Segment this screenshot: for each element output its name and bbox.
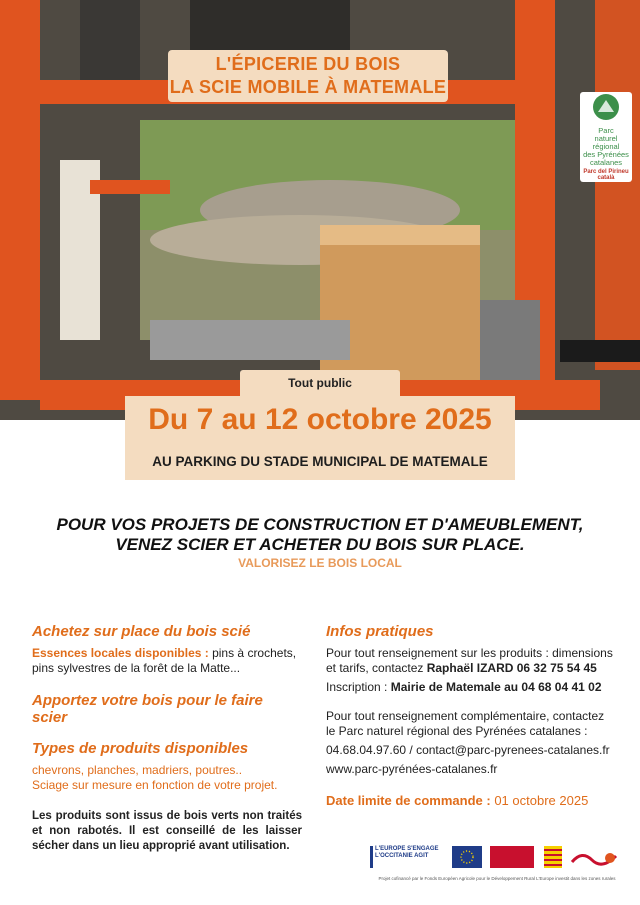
species-text: pins à crochets, pins sylvestres de la forêt de la Matte... bbox=[32, 646, 297, 675]
info-text: Pour tout renseignement sur les produits : dimensions et tarifs, contactez bbox=[326, 646, 613, 675]
website-link[interactable]: www.parc-pyrénées-catalanes.fr bbox=[326, 762, 498, 776]
inscription-label: Inscription : bbox=[326, 680, 391, 694]
eu-flag-icon bbox=[452, 846, 482, 868]
right-column bbox=[326, 623, 616, 812]
deadline-label: Date limite de commande : bbox=[326, 793, 495, 808]
info-contact: Raphaël IZARD 06 32 75 54 45 bbox=[426, 661, 597, 675]
deadline-value: 01 octobre 2025 bbox=[494, 793, 589, 808]
parc-logo-line: catalanes bbox=[589, 158, 623, 167]
types-title: Types de produits disponibles bbox=[32, 740, 249, 757]
occitanie-region-logo bbox=[490, 846, 534, 868]
europe-occitanie-logo bbox=[370, 846, 447, 868]
complement-text: Pour tout renseignement complémentaire, contactez le Parc naturel régional des Pyrénées catalanes : bbox=[326, 709, 605, 738]
contact-details[interactable]: 04.68.04.97.60 / contact@parc-pyrenees-catalanes.fr bbox=[326, 743, 610, 757]
parc-logo-line: des Pyrénées bbox=[583, 150, 629, 159]
parc-logo-footer: Parc del Pirineu català bbox=[583, 169, 629, 181]
headline-line-1: POUR VOS PROJETS DE CONSTRUCTION ET D'AMEUBLEMENT, bbox=[56, 515, 584, 534]
parc-logo-line: naturel bbox=[594, 134, 618, 143]
parc-logo bbox=[580, 92, 632, 182]
types-line-1: chevrons, planches, madriers, poutres.. bbox=[32, 763, 243, 777]
audience-label: Tout public bbox=[240, 370, 400, 396]
inscription-value: Mairie de Matemale au 04 68 04 41 02 bbox=[390, 680, 602, 694]
species-label: Essences locales disponibles : bbox=[32, 646, 209, 660]
leader-logo-icon bbox=[570, 846, 620, 868]
deadline-paragraph bbox=[326, 793, 616, 808]
europe-occitanie-text: L'EUROPE S'ENGAGE L'OCCITANIE AGIT bbox=[375, 846, 439, 859]
bring-title: Apportez votre bois pour le faire scier bbox=[32, 692, 263, 726]
types-line-2: Sciage sur mesure en fonction de votre projet. bbox=[32, 778, 278, 792]
title-line-2: LA SCIE MOBILE À MATEMALE bbox=[169, 77, 447, 97]
parc-logo-icon bbox=[589, 92, 623, 122]
leader-logo bbox=[570, 846, 620, 868]
products-note: Les produits sont issus de bois verts non traités et non rabotés. Il est conseillé de les laisser sécher dans un lieu approprié avant utilisation. bbox=[32, 810, 302, 852]
catalan-flag-icon bbox=[544, 846, 562, 868]
headline bbox=[0, 515, 640, 555]
title-banner bbox=[168, 50, 448, 102]
left-column bbox=[32, 623, 302, 858]
cofunding-note: Projet cofinancé par le Fonds Européen Agricole pour le Développement Rural L'Europe investit dans les zones rurales bbox=[378, 876, 616, 881]
buy-title: Achetez sur place du bois scié bbox=[32, 623, 251, 640]
info-title: Infos pratiques bbox=[326, 623, 434, 640]
event-location: AU PARKING DU STADE MUNICIPAL DE MATEMALE bbox=[125, 444, 515, 480]
tagline: VALORISEZ LE BOIS LOCAL bbox=[238, 556, 402, 570]
species-paragraph bbox=[32, 646, 302, 676]
parc-logo-line: Parc bbox=[598, 126, 614, 135]
info-paragraph bbox=[326, 646, 616, 676]
parc-logo-line: régional bbox=[592, 142, 620, 151]
inscription-paragraph bbox=[326, 680, 616, 695]
headline-line-2: VENEZ SCIER ET ACHETER DU BOIS SUR PLACE. bbox=[115, 535, 525, 554]
eu-stars-icon bbox=[452, 846, 482, 868]
event-dates: Du 7 au 12 octobre 2025 bbox=[125, 396, 515, 444]
partner-logos bbox=[370, 846, 630, 870]
title-line-1: L'ÉPICERIE DU BOIS bbox=[215, 54, 401, 74]
